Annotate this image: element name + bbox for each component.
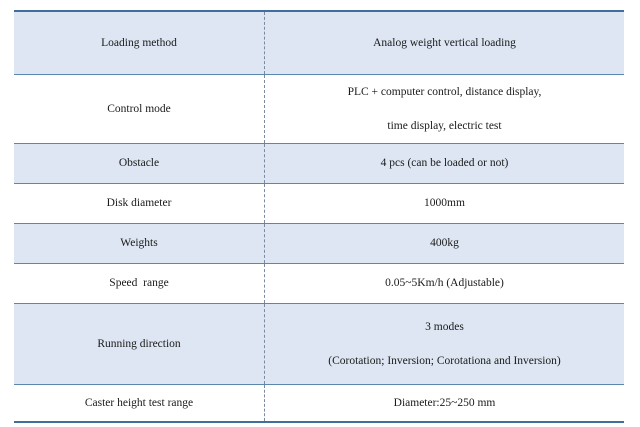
row-value-line: 3 modes: [425, 320, 464, 333]
row-value: [265, 183, 625, 223]
table-row-running-direction: [14, 303, 624, 384]
row-value-line: PLC + computer control, distance display,: [347, 85, 542, 98]
row-label: Control mode: [14, 74, 265, 143]
table-row-weights: [14, 223, 624, 263]
specification-table: [14, 10, 624, 423]
table-row-obstacle: [14, 143, 624, 183]
table-row-caster-height: [14, 384, 624, 422]
row-value-line: Diameter:25~250 mm: [393, 396, 496, 409]
table-row-control-mode: [14, 74, 624, 143]
row-value-line: 1000mm: [424, 197, 465, 209]
row-value: [265, 263, 625, 303]
row-value-line: Analog weight vertical loading: [373, 36, 516, 49]
row-label: Weights: [14, 223, 265, 263]
row-value: [265, 384, 625, 422]
table-row-speed-range: [14, 263, 624, 303]
row-label: Running direction: [14, 303, 265, 384]
row-value-line: 0.05~5Km/h (Adjustable): [385, 277, 504, 289]
row-label: Caster height test range: [14, 384, 265, 422]
row-label: Obstacle: [14, 143, 265, 183]
row-value: [265, 74, 625, 143]
row-value: [265, 303, 625, 384]
table-row-disk-diameter: [14, 183, 624, 223]
row-value: [265, 143, 625, 183]
row-label: Speed range: [14, 263, 265, 303]
row-value: [265, 223, 625, 263]
row-value-line: (Corotation; Inversion; Corotationa and Inversion): [328, 354, 561, 367]
row-value-line: 400kg: [430, 237, 459, 249]
row-value-line: 4 pcs (can be loaded or not): [380, 157, 509, 169]
table-row-loading-method: [14, 11, 624, 74]
row-value: [265, 11, 625, 74]
row-label: Disk diameter: [14, 183, 265, 223]
row-label: Loading method: [14, 11, 265, 74]
row-value-line: time display, electric test: [387, 119, 502, 132]
